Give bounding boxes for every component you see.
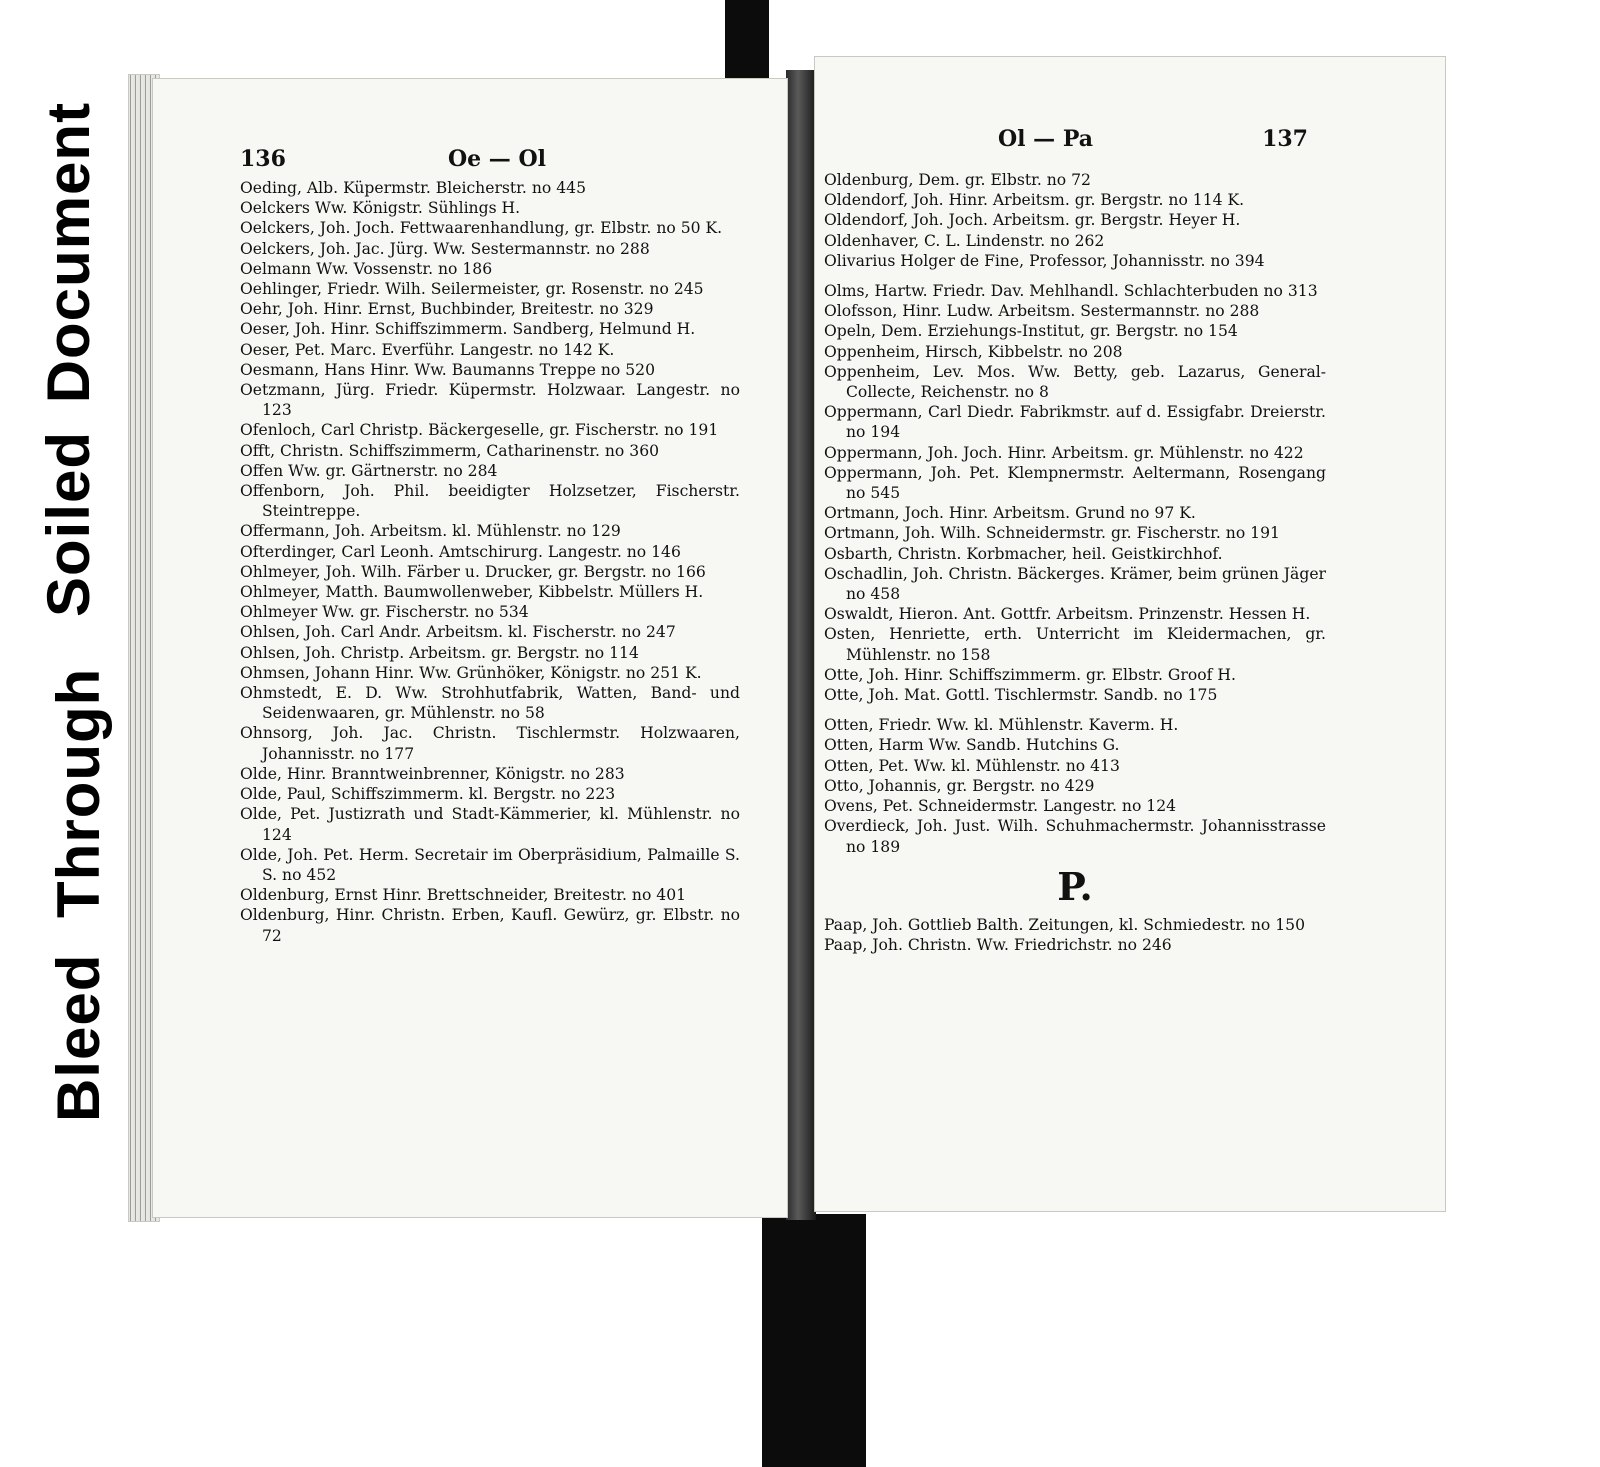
directory-entry: Oppermann, Carl Diedr. Fabrikmstr. auf d. Essigfabr. Dreierstr. no 194: [824, 403, 1326, 442]
right-page-header: [998, 126, 1308, 152]
directory-entry: Otte, Joh. Hinr. Schiffszimmerm. gr. Elbstr. Groof H.: [824, 665, 1236, 684]
directory-entry: Oehr, Joh. Hinr. Ernst, Buchbinder, Breitestr. no 329: [240, 300, 654, 319]
directory-entry: Oelmann Ww. Vossenstr. no 186: [240, 259, 493, 278]
directory-entry: Oeser, Pet. Marc. Everführ. Langestr. no 142 K.: [240, 340, 615, 359]
directory-entry: Oppenheim, Lev. Mos. Ww. Betty, geb. Lazarus, General-Collecte, Reichenstr. no 8: [824, 362, 1326, 402]
book-gutter: [786, 70, 816, 1220]
directory-entry: Oetzmann, Jürg. Friedr. Küpermstr. Holzwaar. Langestr. no 123: [240, 381, 740, 420]
directory-entry: Ohlmeyer, Joh. Wilh. Färber u. Drucker, gr. Bergstr. no 166: [240, 562, 706, 581]
page-number: 136: [240, 146, 286, 172]
directory-entry: Ofenloch, Carl Christp. Bäckergeselle, gr. Fischerstr. no 191: [240, 421, 719, 440]
directory-entry: Otten, Friedr. Ww. kl. Mühlenstr. Kaverm. H.: [824, 716, 1179, 735]
directory-entry: Offt, Christn. Schiffszimmerm, Catharinenstr. no 360: [240, 441, 660, 460]
directory-entry: Oppermann, Joh. Pet. Klempnermstr. Aeltermann, Rosengang no 545: [824, 463, 1326, 503]
left-entry-list: [240, 178, 740, 946]
directory-entry: Ohlmeyer Ww. gr. Fischerstr. no 534: [240, 603, 529, 622]
directory-entry: Olde, Pet. Justizrath und Stadt-Kämmerier, kl. Mühlenstr. no 124: [240, 805, 740, 844]
directory-entry: Oldenburg, Hinr. Christn. Erben, Kaufl. Gewürz, gr. Elbstr. no 72: [240, 906, 740, 945]
directory-entry: Oppenheim, Hirsch, Kibbelstr. no 208: [824, 342, 1123, 361]
directory-entry: Oeding, Alb. Küpermstr. Bleicherstr. no 445: [240, 179, 586, 197]
directory-entry: Ovens, Pet. Schneidermstr. Langestr. no 124: [824, 797, 1177, 816]
directory-entry: Opeln, Dem. Erziehungs-Institut, gr. Bergstr. no 154: [824, 322, 1238, 341]
directory-entry: Otten, Harm Ww. Sandb. Hutchins G.: [824, 736, 1120, 755]
directory-entry: Ortmann, Joch. Hinr. Arbeitsm. Grund no 97 K.: [824, 504, 1196, 523]
right-page: [814, 56, 1446, 1212]
directory-entry: Paap, Joh. Gottlieb Balth. Zeitungen, kl. Schmiedestr. no 150: [824, 915, 1306, 934]
directory-entry: Oehlinger, Friedr. Wilh. Seilermeister, gr. Rosenstr. no 245: [240, 280, 704, 299]
directory-entry: Oppermann, Joh. Joch. Hinr. Arbeitsm. gr. Mühlenstr. no 422: [824, 443, 1304, 462]
directory-entry: Otten, Pet. Ww. kl. Mühlenstr. no 413: [824, 756, 1120, 775]
directory-entry: Oeser, Joh. Hinr. Schiffszimmerm. Sandberg, Helmund H.: [240, 320, 696, 339]
directory-entry: Oelckers, Joh. Joch. Fettwaarenhandlung, gr. Elbstr. no 50 K.: [240, 219, 723, 238]
directory-entry: Oelckers Ww. Königstr. Sühlings H.: [240, 199, 521, 218]
page-number: 137: [1262, 126, 1308, 152]
directory-entry: Ohlsen, Joh. Christp. Arbeitsm. gr. Bergstr. no 114: [240, 643, 639, 662]
binding-strip-bottom: [762, 1214, 866, 1467]
directory-entry: Offenborn, Joh. Phil. beeidigter Holzsetzer, Fischerstr. Steintreppe.: [240, 482, 740, 521]
directory-entry: Oswaldt, Hieron. Ant. Gottfr. Arbeitsm. Prinzenstr. Hessen H.: [824, 605, 1311, 624]
directory-entry: Osten, Henriette, erth. Unterricht im Kleidermachen, gr. Mühlenstr. no 158: [824, 625, 1326, 664]
directory-entry: Olde, Hinr. Branntweinbrenner, Königstr. no 283: [240, 764, 625, 783]
directory-entry: Oldenburg, Ernst Hinr. Brettschneider, Breitestr. no 401: [240, 886, 687, 905]
directory-entry: Ohnsorg, Joh. Jac. Christn. Tischlermstr. Holzwaaren, Johannisstr. no 177: [240, 724, 740, 763]
directory-entry: Oldendorf, Joh. Joch. Arbeitsm. gr. Bergstr. Heyer H.: [824, 211, 1241, 230]
page-range: Ol — Pa: [998, 126, 1094, 152]
directory-entry: Oldendorf, Joh. Hinr. Arbeitsm. gr. Bergstr. no 114 K.: [824, 191, 1245, 210]
directory-entry: Oschadlin, Joh. Christn. Bäckerges. Krämer, beim grünen Jäger no 458: [824, 564, 1326, 604]
stamp-label-bleed-through: Bleed Through: [45, 667, 112, 1122]
page-range: Oe — Ol: [447, 146, 546, 172]
section-letter: P.: [1057, 863, 1093, 909]
stamp-label-soiled-document: Soiled Document: [35, 101, 102, 617]
directory-entry: Olms, Hartw. Friedr. Dav. Mehlhandl. Schlachterbuden no 313: [824, 282, 1318, 301]
binding-strip-top: [725, 0, 769, 78]
directory-entry: Ohlmeyer, Matth. Baumwollenweber, Kibbelstr. Müllers H.: [240, 583, 704, 602]
directory-entry: Ofterdinger, Carl Leonh. Amtschirurg. Langestr. no 146: [240, 542, 681, 561]
directory-entry: Olde, Paul, Schiffszimmerm. kl. Bergstr. no 223: [240, 785, 616, 804]
entry-gap: [824, 271, 1326, 281]
directory-entry: Ohmstedt, E. D. Ww. Strohhutfabrik, Watten, Band- und Seidenwaaren, gr. Mühlenstr. no 58: [240, 684, 740, 723]
right-entry-list: [824, 170, 1326, 955]
directory-entry: Oelckers, Joh. Jac. Jürg. Ww. Sestermannstr. no 288: [240, 239, 650, 258]
directory-entry: Oldenburg, Dem. gr. Elbstr. no 72: [824, 171, 1091, 189]
directory-entry: Ortmann, Joh. Wilh. Schneidermstr. gr. Fischerstr. no 191: [824, 524, 1280, 543]
directory-entry: Overdieck, Joh. Just. Wilh. Schuhmachermstr. Johannisstrasse no 189: [824, 817, 1326, 856]
left-page: [152, 78, 788, 1218]
directory-entry: Ohlsen, Joh. Carl Andr. Arbeitsm. kl. Fischerstr. no 247: [240, 623, 676, 642]
directory-entry: Offen Ww. gr. Gärtnerstr. no 284: [240, 461, 498, 480]
directory-entry: Osbarth, Christn. Korbmacher, heil. Geistkirchhof.: [824, 544, 1223, 563]
left-page-header: [240, 146, 546, 172]
directory-entry: Olofsson, Hinr. Ludw. Arbeitsm. Sestermannstr. no 288: [824, 302, 1260, 321]
directory-entry: Ohmsen, Johann Hinr. Ww. Grünhöker, Königstr. no 251 K.: [240, 663, 702, 682]
directory-entry: Olivarius Holger de Fine, Professor, Johannisstr. no 394: [824, 251, 1265, 270]
directory-entry: Offermann, Joh. Arbeitsm. kl. Mühlenstr. no 129: [240, 522, 621, 541]
directory-entry: Paap, Joh. Christn. Ww. Friedrichstr. no 246: [824, 936, 1172, 955]
directory-entry: Oldenhaver, C. L. Lindenstr. no 262: [824, 231, 1105, 250]
directory-entry: Olde, Joh. Pet. Herm. Secretair im Oberpräsidium, Palmaille S. S. no 452: [240, 845, 740, 884]
directory-entry: Oesmann, Hans Hinr. Ww. Baumanns Treppe no 520: [240, 360, 656, 379]
directory-entry: Otte, Joh. Mat. Gottl. Tischlermstr. Sandb. no 175: [824, 686, 1218, 705]
directory-entry: Otto, Johannis, gr. Bergstr. no 429: [824, 776, 1095, 795]
entry-gap: [824, 705, 1326, 715]
